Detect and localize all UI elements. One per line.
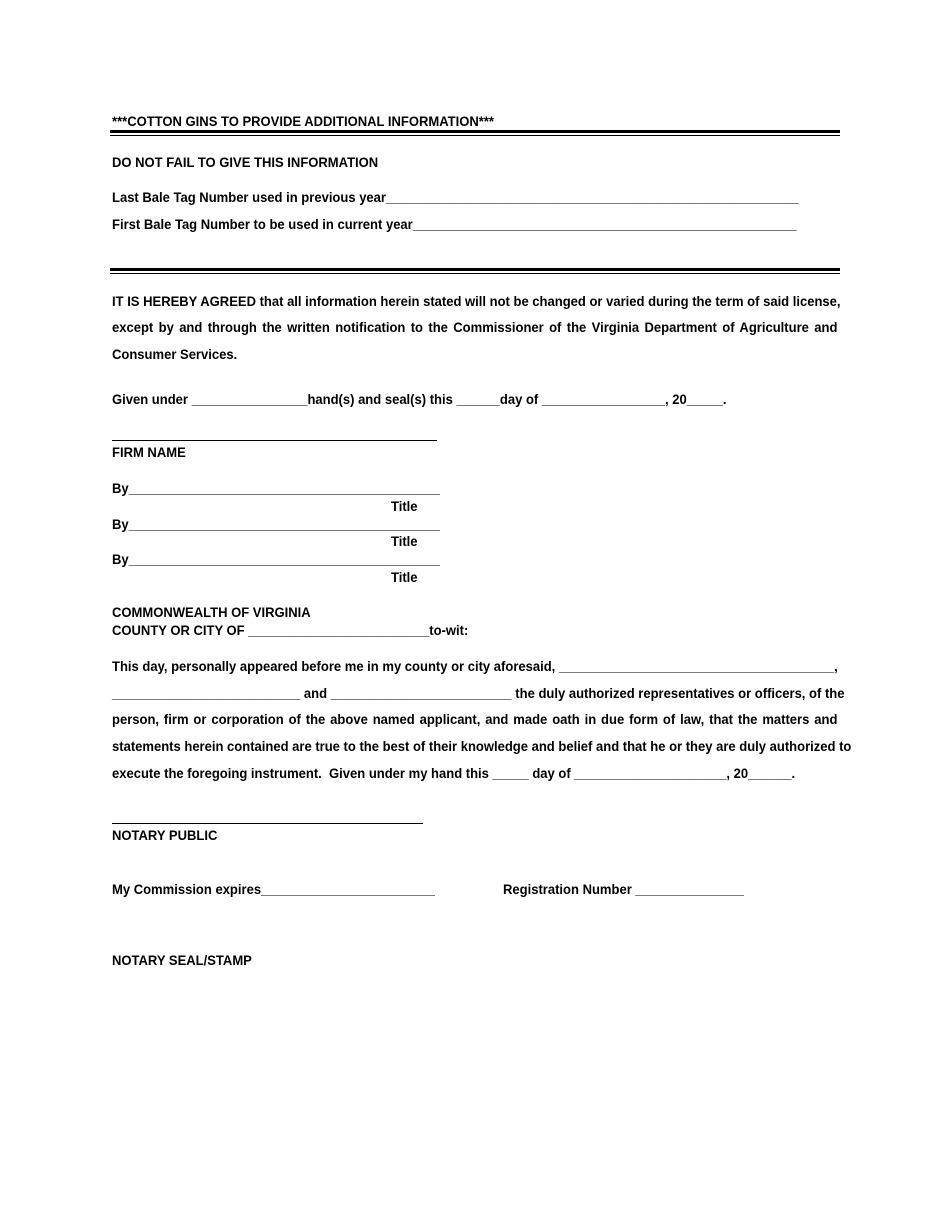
- signer-by-field[interactable]: By___________________________________________: [112, 480, 441, 496]
- form-header-title: ***COTTON GINS TO PROVIDE ADDITIONAL INFORMATION***: [112, 113, 494, 129]
- appearance-line-4: statements herein contained are true to the best of their knowledge and belief and that he or they are duly authorized to: [112, 738, 852, 754]
- registration-number-field[interactable]: Registration Number _______________: [503, 881, 745, 897]
- firm-name-signature-line[interactable]: [112, 440, 437, 441]
- last-bale-tag-field[interactable]: Last Bale Tag Number used in previous year_________________________________________________________: [112, 189, 799, 205]
- signer-title-label: Title: [391, 533, 418, 549]
- section-double-rule: [110, 268, 840, 274]
- given-under-line[interactable]: Given under ________________hand(s) and seal(s) this ______day of _________________, 20_____.: [112, 391, 727, 407]
- appearance-line-5[interactable]: execute the foregoing instrument. Given under my hand this _____ day of _____________________, 20______.: [112, 765, 796, 781]
- warning-text: DO NOT FAIL TO GIVE THIS INFORMATION: [112, 154, 379, 170]
- signer-by-field[interactable]: By___________________________________________: [112, 516, 441, 532]
- signer-title-label: Title: [391, 498, 418, 514]
- first-bale-tag-field[interactable]: First Bale Tag Number to be used in current year_____________________________________________________: [112, 216, 797, 232]
- notary-seal-label: NOTARY SEAL/STAMP: [112, 952, 252, 968]
- commonwealth-heading: COMMONWEALTH OF VIRGINIA: [112, 604, 311, 620]
- signer-by-field[interactable]: By___________________________________________: [112, 551, 441, 567]
- county-or-city-field[interactable]: COUNTY OR CITY OF _________________________to-wit:: [112, 622, 469, 638]
- appearance-line-1[interactable]: This day, personally appeared before me in my county or city aforesaid, ______________________________________,: [112, 658, 838, 674]
- commission-expires-field[interactable]: My Commission expires________________________: [112, 881, 435, 897]
- agreement-line-3: Consumer Services.: [112, 346, 238, 362]
- firm-name-label: FIRM NAME: [112, 444, 186, 460]
- agreement-line-2: except by and through the written notification to the Commissioner of the Virginia Department of Agriculture and: [112, 319, 838, 335]
- notary-public-label: NOTARY PUBLIC: [112, 827, 218, 843]
- appearance-line-3: person, firm or corporation of the above named applicant, and made oath in due form of law, that the matters and: [112, 711, 838, 727]
- agreement-line-1: IT IS HEREBY AGREED that all information herein stated will not be changed or varied during the term of said license,: [112, 293, 841, 309]
- signer-title-label: Title: [391, 569, 418, 585]
- notary-signature-line[interactable]: [112, 823, 423, 824]
- appearance-line-2[interactable]: __________________________ and _________________________ the duly authorized representatives or officers, of the: [112, 685, 845, 701]
- header-double-rule: [110, 130, 840, 136]
